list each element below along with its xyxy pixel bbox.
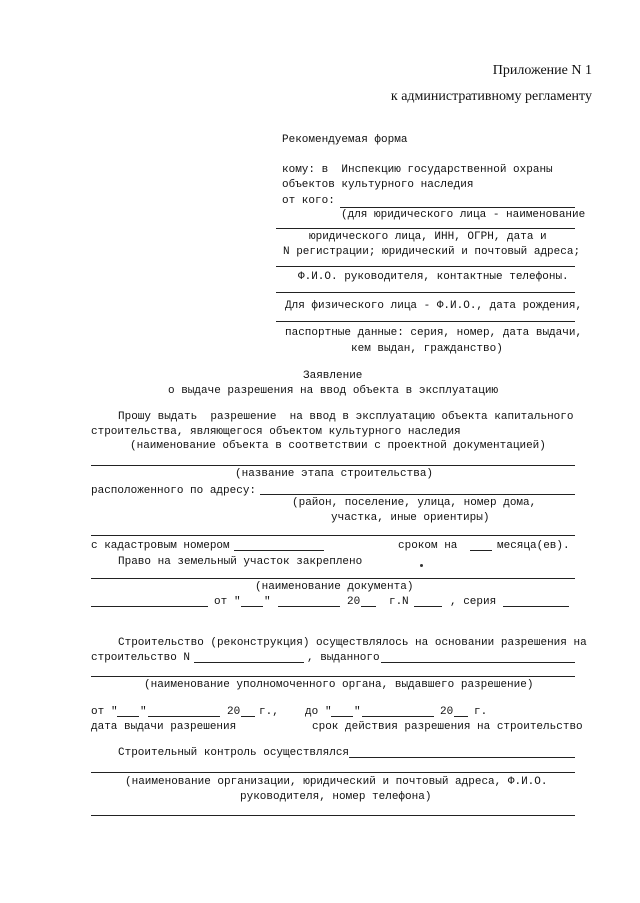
address-label: расположенного по адресу: — [91, 485, 257, 497]
control-label: Строительный контроль осуществлялся — [118, 747, 350, 759]
document-details-line[interactable] — [91, 606, 208, 607]
control-org-line-2[interactable] — [91, 772, 575, 773]
months-label: месяца(ев). — [497, 540, 570, 552]
authority-line[interactable] — [91, 676, 575, 677]
legal-entity-hint-1: (для юридического лица - наименование — [341, 209, 586, 221]
doc-series-line[interactable] — [503, 606, 569, 607]
doc-number-line[interactable] — [414, 606, 442, 607]
director-hint: Ф.И.О. руководителя, контактные телефоны. — [298, 271, 569, 283]
scan-speck — [420, 564, 423, 567]
object-name-line[interactable] — [91, 465, 575, 466]
validity-hint: срок действия разрешения на строительство — [312, 721, 583, 733]
doc-year-suffix: г. — [389, 596, 403, 608]
doc-from-label: от — [214, 596, 228, 608]
individual-line[interactable] — [276, 321, 575, 322]
request-line-1: Прошу выдать разрешение на ввод в эксплуатацию объекта капитального — [118, 411, 574, 423]
land-right-label: Право на земельный участок закреплено — [118, 556, 363, 568]
cadastral-label: с кадастровым номером — [91, 540, 230, 552]
address-line[interactable] — [260, 494, 575, 495]
issued-by-line[interactable] — [381, 662, 575, 663]
legal-entity-hint-3: N регистрации; юридический и почтовый адреса; — [283, 246, 581, 258]
permit-number-line[interactable] — [194, 662, 304, 663]
individual-hint-3: кем выдан, гражданство) — [351, 343, 503, 355]
from-field-line[interactable] — [340, 207, 575, 208]
director-line[interactable] — [276, 292, 575, 293]
doc-month-line[interactable] — [278, 606, 340, 607]
address-line-2[interactable] — [91, 535, 575, 536]
permit-from-year-suffix: г., — [259, 706, 279, 718]
from-label: от кого: — [282, 195, 335, 207]
doc-quote-close: " — [264, 596, 271, 608]
permit-from-label: от — [91, 706, 105, 718]
doc-series-label: , серия — [450, 596, 497, 608]
org-hint-1: (наименование организации, юридический и почтовый адреса, Ф.И.О. — [125, 776, 548, 788]
permit-to-month-line[interactable] — [362, 716, 434, 717]
permit-to-year-prefix: 20 — [440, 706, 454, 718]
permit-to-year-suffix: г. — [474, 706, 488, 718]
statement-subtitle: о выдаче разрешения на ввод объекта в эксплуатацию — [168, 385, 499, 397]
appendix-title: Приложение N 1 — [492, 63, 592, 78]
individual-hint-1: Для физического лица - Ф.И.О., дата рождения, — [285, 300, 583, 312]
stage-hint: (название этапа строительства) — [235, 468, 434, 480]
term-months-line[interactable] — [470, 550, 492, 551]
permit-from-quote-open: " — [111, 706, 118, 718]
permit-to-day-line[interactable] — [331, 716, 353, 717]
permit-from-year-prefix: 20 — [227, 706, 241, 718]
control-org-line[interactable] — [349, 757, 575, 758]
document-name-hint: (наименование документа) — [255, 581, 414, 593]
org-details-line[interactable] — [91, 815, 575, 816]
recommended-form-label: Рекомендуемая форма — [282, 134, 408, 146]
issue-date-hint: дата выдачи разрешения — [91, 721, 237, 733]
construction-line-1: Строительство (реконструкция) осуществлялось на основании разрешения на — [118, 637, 587, 649]
address-hint-2: участка, иные ориентиры) — [331, 512, 490, 524]
statement-title: Заявление — [303, 370, 363, 382]
authority-hint: (наименование уполномоченного органа, выдавшего разрешение) — [144, 679, 534, 691]
legal-entity-line-1[interactable] — [276, 228, 575, 229]
term-label: сроком на — [398, 540, 458, 552]
address-hint-1: (район, поселение, улица, номер дома, — [292, 497, 537, 509]
object-name-hint: (наименование объекта в соответствии с проектной документацией) — [130, 440, 546, 452]
permit-from-quote-close: " — [140, 706, 147, 718]
permit-from-day-line[interactable] — [117, 716, 139, 717]
permit-from-year-line[interactable] — [241, 716, 255, 717]
permit-to-year-line[interactable] — [454, 716, 468, 717]
recipient-line-2: объектов культурного наследия — [282, 179, 474, 191]
org-hint-2: руководителя, номер телефона) — [240, 791, 432, 803]
doc-year-prefix: 20 — [347, 596, 361, 608]
legal-entity-line-2[interactable] — [276, 266, 575, 267]
recipient-line-1: кому: в Инспекцию государственной охраны — [282, 164, 553, 176]
permit-from-month-line[interactable] — [148, 716, 220, 717]
permit-to-quote-close: " — [354, 706, 361, 718]
cadastral-number-line[interactable] — [234, 550, 324, 551]
permit-to-quote-open: " — [325, 706, 332, 718]
land-document-line[interactable] — [91, 578, 575, 579]
individual-hint-2: паспортные данные: серия, номер, дата выдачи, — [285, 327, 583, 339]
permit-to-label: до — [305, 706, 319, 718]
doc-day-line[interactable] — [241, 606, 263, 607]
request-line-2: строительства, являющегося объектом культурного наследия — [91, 426, 461, 438]
regulation-subtitle: к административному регламенту — [390, 89, 592, 104]
issued-label: , выданного — [307, 652, 380, 664]
doc-quote-open: " — [234, 596, 241, 608]
doc-year-line[interactable] — [361, 606, 376, 607]
legal-entity-hint-2: юридического лица, ИНН, ОГРН, дата и — [309, 231, 547, 243]
doc-n-label: N — [402, 596, 409, 608]
construction-line-2: строительство N — [91, 652, 191, 664]
